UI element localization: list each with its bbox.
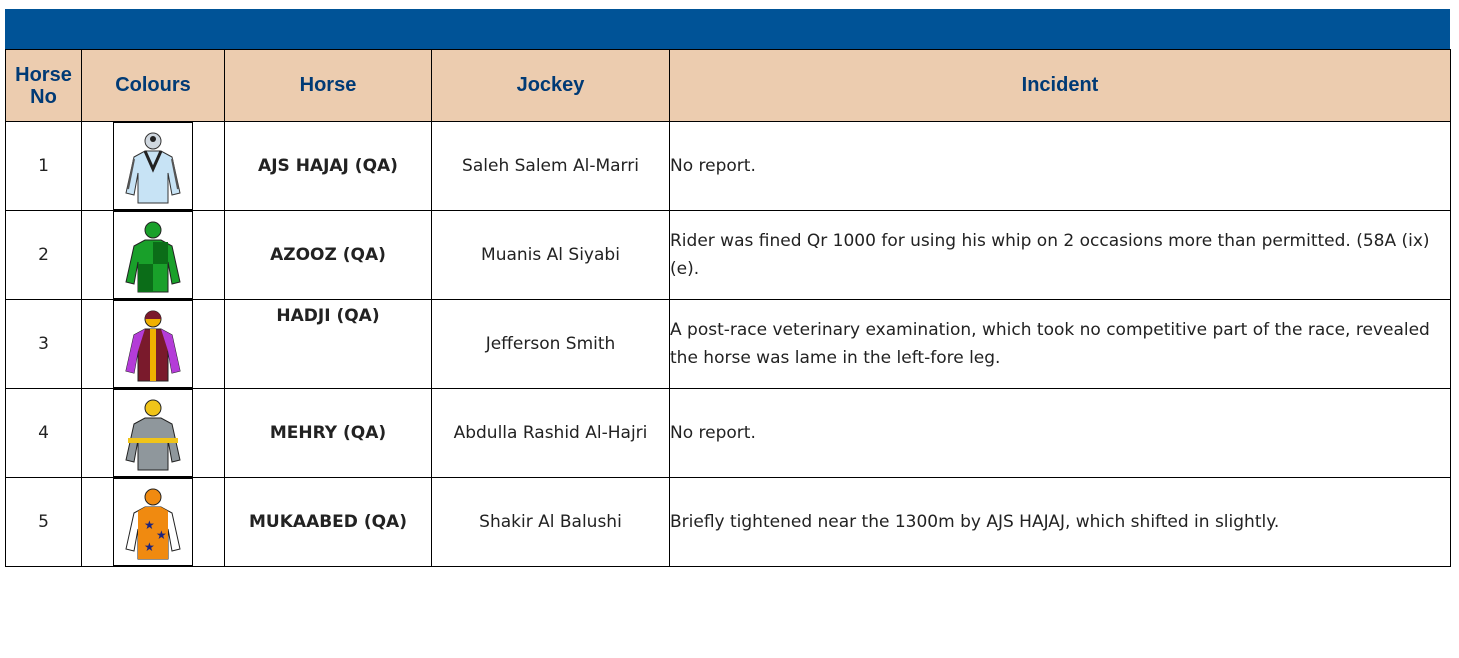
maroon-purple-silk-icon xyxy=(113,300,193,388)
col-header-horse: Horse xyxy=(225,50,432,122)
svg-text:★: ★ xyxy=(144,540,155,554)
colours-cell xyxy=(82,211,225,300)
stewards-report-table xyxy=(5,49,1451,567)
colours-cell xyxy=(82,478,225,567)
incident-text: A post-race veterinary examination, which took no competitive part of the race, revealed the horse was lame in the left-fore leg. xyxy=(670,300,1451,389)
horse-name: AZOOZ (QA) xyxy=(225,211,432,300)
incident-text: Rider was fined Qr 1000 for using his whip on 2 occasions more than permitted. (58A (ix) (e). xyxy=(670,211,1451,300)
jockey-name: Shakir Al Balushi xyxy=(432,478,670,567)
horse-number: 2 xyxy=(6,211,82,300)
col-header-jockey: Jockey xyxy=(432,50,670,122)
table-row xyxy=(6,122,1451,211)
horse-name: AJS HAJAJ (QA) xyxy=(225,122,432,211)
colours-cell xyxy=(82,300,225,389)
svg-text:★: ★ xyxy=(144,518,155,532)
orange-stars-silk-icon xyxy=(113,478,193,566)
incident-text: No report. xyxy=(670,122,1451,211)
col-header-horse-no: Horse No xyxy=(6,50,82,122)
colours-cell xyxy=(82,122,225,211)
colours-cell xyxy=(82,389,225,478)
horse-name: MEHRY (QA) xyxy=(225,389,432,478)
table-row xyxy=(6,211,1451,300)
horse-name: MUKAABED (QA) xyxy=(225,478,432,567)
table-row xyxy=(6,478,1451,567)
grey-yellow-silk-icon xyxy=(113,389,193,477)
table-row xyxy=(6,300,1451,389)
green-silk-icon xyxy=(113,211,193,299)
incident-text: No report. xyxy=(670,389,1451,478)
horse-number: 5 xyxy=(6,478,82,567)
horse-number: 1 xyxy=(6,122,82,211)
header-banner xyxy=(5,9,1450,49)
light-blue-silk-icon xyxy=(113,122,193,210)
horse-name: HADJI (QA) xyxy=(225,300,432,389)
horse-number: 3 xyxy=(6,300,82,389)
col-header-incident: Incident xyxy=(670,50,1451,122)
horse-number: 4 xyxy=(6,389,82,478)
incident-text: Briefly tightened near the 1300m by AJS HAJAJ, which shifted in slightly. xyxy=(670,478,1451,567)
table-row xyxy=(6,389,1451,478)
table-header-row xyxy=(6,50,1451,122)
jockey-name: Abdulla Rashid Al-Hajri xyxy=(432,389,670,478)
jockey-name: Saleh Salem Al-Marri xyxy=(432,122,670,211)
jockey-name: Jefferson Smith xyxy=(432,300,670,389)
jockey-name: Muanis Al Siyabi xyxy=(432,211,670,300)
col-header-colours: Colours xyxy=(82,50,225,122)
svg-text:★: ★ xyxy=(156,528,167,542)
